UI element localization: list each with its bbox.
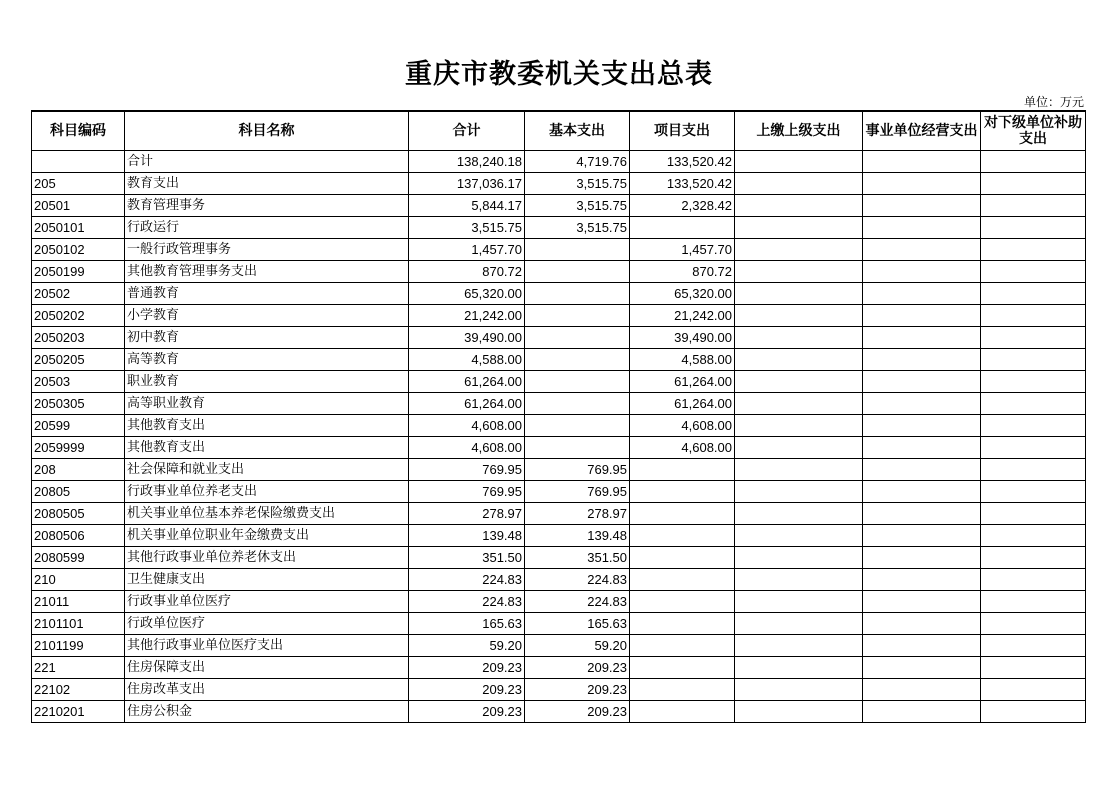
total-cell: 3,515.75 <box>409 217 525 239</box>
basic-cell: 3,515.75 <box>525 173 630 195</box>
basic-cell: 769.95 <box>525 459 630 481</box>
code-cell: 20501 <box>32 195 125 217</box>
upper-cell <box>735 503 863 525</box>
name-cell: 一般行政管理事务 <box>125 239 409 261</box>
code-cell: 21011 <box>32 591 125 613</box>
name-cell: 行政事业单位养老支出 <box>125 481 409 503</box>
header-upper: 上缴上级支出 <box>735 111 863 151</box>
upper-cell <box>735 261 863 283</box>
upper-cell <box>735 679 863 701</box>
total-cell: 137,036.17 <box>409 173 525 195</box>
name-cell: 教育支出 <box>125 173 409 195</box>
name-cell: 高等教育 <box>125 349 409 371</box>
subsidy-cell <box>981 239 1086 261</box>
subsidy-cell <box>981 679 1086 701</box>
table-row <box>32 437 1086 459</box>
total-cell: 59.20 <box>409 635 525 657</box>
upper-cell <box>735 437 863 459</box>
subsidy-cell <box>981 547 1086 569</box>
basic-cell: 3,515.75 <box>525 195 630 217</box>
subsidy-cell <box>981 371 1086 393</box>
upper-cell <box>735 195 863 217</box>
table-row <box>32 261 1086 283</box>
page-title: 重庆市教委机关支出总表 <box>405 59 713 90</box>
project-cell: 2,328.42 <box>630 195 735 217</box>
table-row <box>32 591 1086 613</box>
project-cell: 21,242.00 <box>630 305 735 327</box>
basic-cell: 209.23 <box>525 657 630 679</box>
name-cell: 小学教育 <box>125 305 409 327</box>
code-cell: 2050202 <box>32 305 125 327</box>
name-cell: 初中教育 <box>125 327 409 349</box>
table-row <box>32 569 1086 591</box>
business-cell <box>863 305 981 327</box>
name-cell: 住房改革支出 <box>125 679 409 701</box>
basic-cell <box>525 305 630 327</box>
upper-cell <box>735 151 863 173</box>
basic-cell: 769.95 <box>525 481 630 503</box>
project-cell <box>630 503 735 525</box>
code-cell: 2050101 <box>32 217 125 239</box>
subsidy-cell <box>981 635 1086 657</box>
project-cell: 61,264.00 <box>630 371 735 393</box>
subsidy-cell <box>981 327 1086 349</box>
name-cell: 行政单位医疗 <box>125 613 409 635</box>
business-cell <box>863 679 981 701</box>
project-cell <box>630 679 735 701</box>
total-cell: 138,240.18 <box>409 151 525 173</box>
upper-cell <box>735 239 863 261</box>
upper-cell <box>735 613 863 635</box>
name-cell: 其他教育支出 <box>125 415 409 437</box>
project-cell <box>630 481 735 503</box>
code-cell: 20599 <box>32 415 125 437</box>
subsidy-cell <box>981 701 1086 723</box>
basic-cell: 278.97 <box>525 503 630 525</box>
business-cell <box>863 569 981 591</box>
project-cell <box>630 591 735 613</box>
upper-cell <box>735 327 863 349</box>
project-cell <box>630 613 735 635</box>
total-cell: 61,264.00 <box>409 393 525 415</box>
basic-cell <box>525 415 630 437</box>
total-cell: 1,457.70 <box>409 239 525 261</box>
project-cell: 4,608.00 <box>630 415 735 437</box>
header-code: 科目编码 <box>32 111 125 151</box>
name-cell: 住房保障支出 <box>125 657 409 679</box>
table-row <box>32 701 1086 723</box>
basic-cell: 165.63 <box>525 613 630 635</box>
code-cell: 2059999 <box>32 437 125 459</box>
upper-cell <box>735 701 863 723</box>
project-cell <box>630 525 735 547</box>
upper-cell <box>735 459 863 481</box>
code-cell: 2050205 <box>32 349 125 371</box>
business-cell <box>863 503 981 525</box>
subsidy-cell <box>981 525 1086 547</box>
project-cell: 133,520.42 <box>630 151 735 173</box>
project-cell <box>630 635 735 657</box>
project-cell: 1,457.70 <box>630 239 735 261</box>
table-row <box>32 525 1086 547</box>
subsidy-cell <box>981 415 1086 437</box>
name-cell: 高等职业教育 <box>125 393 409 415</box>
name-cell: 其他教育支出 <box>125 437 409 459</box>
project-cell <box>630 657 735 679</box>
code-cell: 2080506 <box>32 525 125 547</box>
table-row <box>32 613 1086 635</box>
total-cell: 5,844.17 <box>409 195 525 217</box>
basic-cell: 4,719.76 <box>525 151 630 173</box>
business-cell <box>863 701 981 723</box>
total-cell: 351.50 <box>409 547 525 569</box>
total-cell: 209.23 <box>409 701 525 723</box>
code-cell: 2050102 <box>32 239 125 261</box>
total-cell: 39,490.00 <box>409 327 525 349</box>
basic-cell <box>525 371 630 393</box>
upper-cell <box>735 569 863 591</box>
table-row <box>32 371 1086 393</box>
table-row <box>32 283 1086 305</box>
business-cell <box>863 591 981 613</box>
basic-cell <box>525 261 630 283</box>
header-business: 事业单位经营支出 <box>863 111 981 151</box>
project-cell: 133,520.42 <box>630 173 735 195</box>
subsidy-cell <box>981 437 1086 459</box>
code-cell: 221 <box>32 657 125 679</box>
header-basic: 基本支出 <box>525 111 630 151</box>
name-cell: 机关事业单位职业年金缴费支出 <box>125 525 409 547</box>
name-cell: 卫生健康支出 <box>125 569 409 591</box>
basic-cell: 224.83 <box>525 591 630 613</box>
basic-cell: 209.23 <box>525 701 630 723</box>
table-row <box>32 459 1086 481</box>
code-cell: 205 <box>32 173 125 195</box>
business-cell <box>863 415 981 437</box>
header-subsidy: 对下级单位补助支出 <box>981 111 1086 151</box>
table-row <box>32 415 1086 437</box>
subsidy-cell <box>981 349 1086 371</box>
project-cell: 4,588.00 <box>630 349 735 371</box>
basic-cell: 3,515.75 <box>525 217 630 239</box>
business-cell <box>863 371 981 393</box>
code-cell: 2050199 <box>32 261 125 283</box>
code-cell: 2050305 <box>32 393 125 415</box>
total-cell: 224.83 <box>409 591 525 613</box>
total-cell: 4,588.00 <box>409 349 525 371</box>
business-cell <box>863 525 981 547</box>
table-row <box>32 217 1086 239</box>
upper-cell <box>735 415 863 437</box>
name-cell: 普通教育 <box>125 283 409 305</box>
project-cell: 39,490.00 <box>630 327 735 349</box>
table-row <box>32 173 1086 195</box>
total-cell: 224.83 <box>409 569 525 591</box>
subsidy-cell <box>981 613 1086 635</box>
business-cell <box>863 173 981 195</box>
basic-cell <box>525 393 630 415</box>
upper-cell <box>735 525 863 547</box>
basic-cell: 351.50 <box>525 547 630 569</box>
upper-cell <box>735 173 863 195</box>
project-cell <box>630 569 735 591</box>
business-cell <box>863 239 981 261</box>
table-row <box>32 327 1086 349</box>
total-cell: 165.63 <box>409 613 525 635</box>
table-row <box>32 679 1086 701</box>
total-cell: 769.95 <box>409 459 525 481</box>
upper-cell <box>735 371 863 393</box>
subsidy-cell <box>981 151 1086 173</box>
upper-cell <box>735 305 863 327</box>
code-cell: 22102 <box>32 679 125 701</box>
table-row <box>32 503 1086 525</box>
subsidy-cell <box>981 195 1086 217</box>
upper-cell <box>735 217 863 239</box>
upper-cell <box>735 591 863 613</box>
business-cell <box>863 261 981 283</box>
subsidy-cell <box>981 459 1086 481</box>
business-cell <box>863 481 981 503</box>
table-row <box>32 349 1086 371</box>
code-cell: 2080505 <box>32 503 125 525</box>
total-cell: 209.23 <box>409 657 525 679</box>
total-cell: 870.72 <box>409 261 525 283</box>
code-cell: 20503 <box>32 371 125 393</box>
total-cell: 769.95 <box>409 481 525 503</box>
total-cell: 139.48 <box>409 525 525 547</box>
subsidy-cell <box>981 503 1086 525</box>
business-cell <box>863 217 981 239</box>
code-cell: 2050203 <box>32 327 125 349</box>
subsidy-cell <box>981 283 1086 305</box>
name-cell: 合计 <box>125 151 409 173</box>
table-row <box>32 151 1086 173</box>
project-cell <box>630 701 735 723</box>
upper-cell <box>735 481 863 503</box>
upper-cell <box>735 657 863 679</box>
table-row <box>32 195 1086 217</box>
total-cell: 4,608.00 <box>409 437 525 459</box>
business-cell <box>863 657 981 679</box>
business-cell <box>863 437 981 459</box>
name-cell: 其他行政事业单位医疗支出 <box>125 635 409 657</box>
table-row <box>32 393 1086 415</box>
project-cell <box>630 547 735 569</box>
subsidy-cell <box>981 305 1086 327</box>
business-cell <box>863 547 981 569</box>
project-cell: 4,608.00 <box>630 437 735 459</box>
unit-label: 单位：万元 <box>1023 95 1084 109</box>
name-cell: 其他教育管理事务支出 <box>125 261 409 283</box>
business-cell <box>863 283 981 305</box>
business-cell <box>863 327 981 349</box>
name-cell: 教育管理事务 <box>125 195 409 217</box>
subsidy-cell <box>981 569 1086 591</box>
code-cell: 2101101 <box>32 613 125 635</box>
code-cell: 2080599 <box>32 547 125 569</box>
business-cell <box>863 613 981 635</box>
project-cell: 65,320.00 <box>630 283 735 305</box>
code-cell: 2210201 <box>32 701 125 723</box>
project-cell: 61,264.00 <box>630 393 735 415</box>
basic-cell: 139.48 <box>525 525 630 547</box>
business-cell <box>863 393 981 415</box>
table-row <box>32 657 1086 679</box>
subsidy-cell <box>981 393 1086 415</box>
basic-cell <box>525 349 630 371</box>
subsidy-cell <box>981 173 1086 195</box>
business-cell <box>863 459 981 481</box>
total-cell: 209.23 <box>409 679 525 701</box>
total-cell: 65,320.00 <box>409 283 525 305</box>
total-cell: 21,242.00 <box>409 305 525 327</box>
upper-cell <box>735 393 863 415</box>
upper-cell <box>735 283 863 305</box>
basic-cell: 209.23 <box>525 679 630 701</box>
subsidy-cell <box>981 591 1086 613</box>
table-row <box>32 635 1086 657</box>
basic-cell <box>525 437 630 459</box>
expenditure-table <box>31 110 1086 723</box>
header-row <box>32 111 1086 151</box>
code-cell: 208 <box>32 459 125 481</box>
name-cell: 行政事业单位医疗 <box>125 591 409 613</box>
name-cell: 住房公积金 <box>125 701 409 723</box>
code-cell <box>32 151 125 173</box>
subsidy-cell <box>981 657 1086 679</box>
total-cell: 4,608.00 <box>409 415 525 437</box>
basic-cell <box>525 327 630 349</box>
business-cell <box>863 151 981 173</box>
upper-cell <box>735 635 863 657</box>
header-total: 合计 <box>409 111 525 151</box>
project-cell <box>630 459 735 481</box>
code-cell: 210 <box>32 569 125 591</box>
name-cell: 行政运行 <box>125 217 409 239</box>
basic-cell <box>525 239 630 261</box>
project-cell <box>630 217 735 239</box>
business-cell <box>863 349 981 371</box>
table-row <box>32 305 1086 327</box>
code-cell: 20502 <box>32 283 125 305</box>
basic-cell: 224.83 <box>525 569 630 591</box>
code-cell: 20805 <box>32 481 125 503</box>
basic-cell: 59.20 <box>525 635 630 657</box>
total-cell: 278.97 <box>409 503 525 525</box>
name-cell: 机关事业单位基本养老保险缴费支出 <box>125 503 409 525</box>
subsidy-cell <box>981 217 1086 239</box>
basic-cell <box>525 283 630 305</box>
subsidy-cell <box>981 261 1086 283</box>
upper-cell <box>735 349 863 371</box>
name-cell: 其他行政事业单位养老休支出 <box>125 547 409 569</box>
table-row <box>32 481 1086 503</box>
upper-cell <box>735 547 863 569</box>
subsidy-cell <box>981 481 1086 503</box>
total-cell: 61,264.00 <box>409 371 525 393</box>
table-body <box>32 151 1086 723</box>
table-row <box>32 239 1086 261</box>
table-row <box>32 547 1086 569</box>
business-cell <box>863 195 981 217</box>
name-cell: 职业教育 <box>125 371 409 393</box>
name-cell: 社会保障和就业支出 <box>125 459 409 481</box>
header-project: 项目支出 <box>630 111 735 151</box>
business-cell <box>863 635 981 657</box>
header-name: 科目名称 <box>125 111 409 151</box>
project-cell: 870.72 <box>630 261 735 283</box>
code-cell: 2101199 <box>32 635 125 657</box>
